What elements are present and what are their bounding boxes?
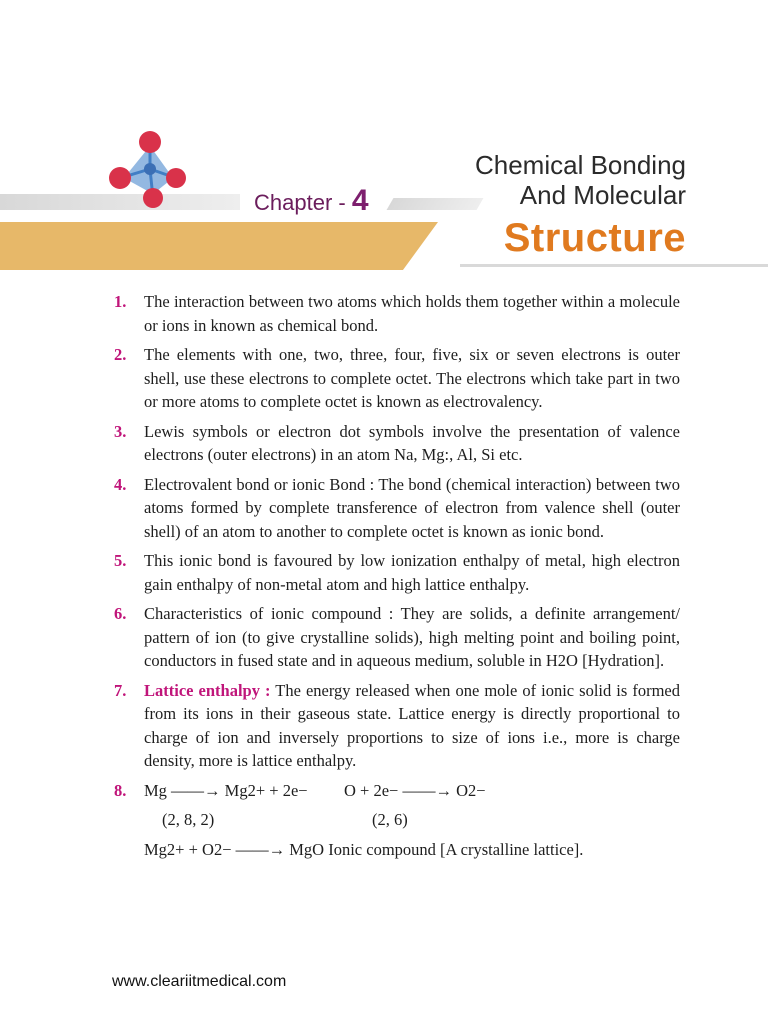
list-item: [114, 679, 680, 773]
title-rule: [460, 264, 768, 267]
list-item: [114, 602, 680, 673]
chapter-label: Chapter -: [254, 190, 352, 215]
chapter-number: 4: [351, 184, 369, 217]
item-text: Characteristics of ionic compound : They are solids, a definite arrangement/ pattern of ion (to give crystalline solids), high melting point and boiling point, conductors in fused state and in aqueous medium, soluble in H2O [Hydration].: [144, 604, 680, 670]
list-item: [114, 779, 680, 862]
chapter-title-top: [475, 150, 686, 210]
config-mg: (2, 8, 2): [162, 810, 215, 829]
footer-url[interactable]: www.cleariitmedical.com: [112, 973, 287, 990]
list-item: [114, 473, 680, 544]
list-item: [114, 420, 680, 467]
chapter-heading: [254, 184, 369, 218]
item-number: 2.: [114, 345, 127, 364]
item-number: 5.: [114, 551, 127, 570]
item-number: 1.: [114, 292, 127, 311]
equation-mg: Mg ——→ Mg2+ + 2e−: [144, 780, 308, 800]
equation-row: [144, 779, 680, 803]
decorative-stripe-right: [387, 198, 484, 210]
header-band: [0, 222, 438, 270]
item-number: 7.: [114, 680, 127, 700]
item-text: The interaction between two atoms which holds them together within a molecule or ions in known as chemical bond.: [144, 292, 680, 335]
item-number: 8.: [114, 780, 127, 800]
title-line-1: Chemical Bonding: [474, 150, 686, 180]
molecule-illustration: [98, 124, 198, 214]
item-text: This ionic bond is favoured by low ionization enthalpy of metal, high electron gain enthalpy of non-metal atom and high lattice enthalpy.: [144, 551, 680, 594]
list-item: [114, 343, 680, 414]
title-line-2: And Molecular: [519, 180, 686, 210]
item-text: [144, 679, 680, 773]
content-list: [114, 290, 680, 867]
list-item: [114, 549, 680, 596]
equation-o: O + 2e− ——→ O2−: [344, 780, 486, 800]
lattice-enthalpy-label: Lattice enthalpy :: [144, 680, 271, 700]
equation-mgo: Mg2+ + O2− ——→ MgO Ionic compound [A crystalline lattice].: [144, 839, 584, 859]
chapter-title-main: Structure: [503, 216, 686, 260]
item-text: Lewis symbols or electron dot symbols involve the presentation of valence electrons (outer electrons) in an atom Na, Mg:, Al, Si etc.: [144, 421, 680, 464]
configuration-row: [144, 808, 680, 832]
item-equations: [144, 779, 680, 862]
lattice-enthalpy-text: The energy released when one mole of ionic solid is formed from its ions in their gaseous state. Lattice energy is directly proportional to charge of ion and inversely proportions to size of ions i.e., more is charge density, more is lattice enthalpy.: [144, 680, 681, 770]
config-o: (2, 6): [372, 810, 408, 829]
item-number: 4.: [114, 474, 127, 494]
item-number: 3.: [114, 421, 127, 441]
list-item: [114, 290, 680, 337]
item-number: 6.: [114, 604, 127, 623]
item-text: The elements with one, two, three, four, five, six or seven electrons is outer shell, use these electrons to complete octet. The electrons which take part in two or more atoms to complete octet is known as electrovalency.: [144, 345, 680, 411]
item-text: Electrovalent bond or ionic Bond : The bond (chemical interaction) between two atoms formed by complete transference of electron from valence shell (outer shell) of an atom to another to complete octet is known as ionic bond.: [144, 474, 680, 541]
